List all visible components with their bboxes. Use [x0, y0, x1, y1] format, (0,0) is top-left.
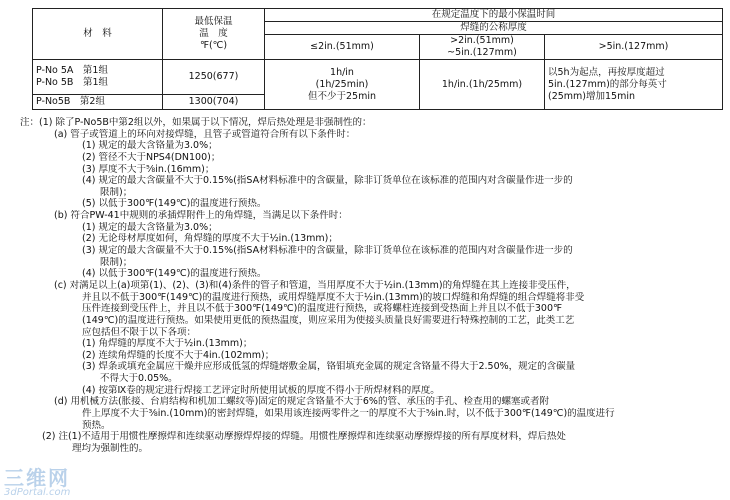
- note-line: (1) 规定的最大含铬量为3.0%；: [82, 221, 218, 233]
- row1-material: [33, 60, 163, 95]
- note-line: (4) 规定的最大含碳量不大于0.15%(指SA材料标准中的含碳量，除非订货单位在该标准的范围内对含碳量作进一步的: [82, 175, 573, 187]
- watermark-logo: [4, 468, 124, 498]
- header-min-temp-line1: 最低保温: [194, 16, 233, 27]
- note-line: (c) 对满足以上(a)项第(1)、(2)、(3)和(4)条件的管子和管道，当用厚度不大于½in.(13mm)的角焊缝在其上连接非受压件，: [54, 279, 576, 291]
- watermark-url: 3dPortal.com: [4, 487, 71, 498]
- time-col3-line1: 以5h为起点，再按厚度超过: [548, 66, 665, 78]
- note-line: (2) 连续角焊缝的长度不大于4in.(102mm)；: [82, 349, 275, 361]
- row2-temp: 1300(704): [163, 95, 265, 110]
- header-col2-line1: >2in.(51mm): [450, 35, 514, 46]
- time-col1-line1: 1h/in: [330, 66, 354, 78]
- header-material: 材 料: [33, 9, 163, 60]
- pwht-table: [32, 8, 723, 110]
- header-min-temp: [163, 9, 265, 60]
- note-line: (149℃)的温度进行预热。如果使用更低的预热温度，则应采用为使接头质量良好需要进行特殊控制的工艺，此类工艺: [82, 314, 575, 326]
- note-line: 注：(1) 除了P-No5B中第2组以外，如果属于以下情况，焊后热处理是非强制性的：: [20, 117, 372, 128]
- note-line: (3) 厚度不大于⅝in.(16mm)；: [82, 163, 215, 175]
- note-line: 件上厚度不大于⅜in.(10mm)的密封焊缝，如果用该连接两零件之一的厚度不大于⅝in.时，以不低于300℉(149℃)的温度进行: [82, 408, 615, 420]
- note-line: (2) 注(1)不适用于用惯性摩擦焊和连续驱动摩擦焊焊接的焊缝。用惯性摩擦焊和连续驱动摩擦焊接的所有厚度材料，焊后热处: [42, 431, 566, 443]
- note-line: 压件连接到受压件上，并且以不低于300℉(149℃)的温度进行预热，或将螺柱连接到受热面上并且以不低于300℉: [82, 303, 563, 315]
- note-line: (d) 用机械方法(胀接、台肩结构和机加工螺纹等)固定的规定含铬量不大于6%的管、承压的手孔、检查用的螺塞或者附: [54, 396, 549, 408]
- header-nominal-thickness: 焊缝的公称厚度: [265, 22, 723, 35]
- note-line: 应包括但不限于以下各项：: [82, 326, 197, 338]
- header-min-temp-line3: ℉(℃): [199, 40, 228, 51]
- row1-material-line2: P-No 5B 第1组: [36, 77, 108, 88]
- time-col3-line3: (25mm)增加15min: [548, 90, 636, 102]
- note-line: (1) 规定的最大含铬量为3.0%；: [82, 140, 218, 152]
- note-line: (4) 按第Ⅸ卷的规定进行焊接工艺评定时所使用试板的厚度不得小于所焊材料的厚度。: [82, 384, 440, 396]
- note-line: (2) 无论母材厚度如何，角焊缝的厚度不大于½in.(13mm)；: [82, 233, 338, 245]
- time-col1-line3: 但不少于25min: [307, 90, 376, 102]
- row1-time-col3: [545, 60, 723, 110]
- note-line: 理均为强制性的。: [72, 442, 149, 454]
- header-col2: [420, 35, 545, 60]
- watermark-text: 三维网: [4, 466, 70, 490]
- time-col3-line2: 5in.(127mm)的部分每英寸: [548, 78, 667, 90]
- header-col2-line2: ~5in.(127mm): [447, 47, 517, 58]
- note-line: (5) 以低于300℉(149℃)的温度进行预热。: [82, 198, 267, 210]
- note-line: 限制)；: [100, 186, 133, 198]
- row1-time-col2: 1h/in.(1h/25mm): [420, 60, 545, 110]
- notes-block: [20, 117, 725, 455]
- row1-temp: 1250(677): [163, 60, 265, 95]
- header-min-temp-line2: 温 度: [199, 28, 228, 39]
- note-line: (2) 管径不大于NPS4(DN100)；: [82, 151, 221, 163]
- time-col1-line2: (1h/25min): [315, 78, 369, 90]
- row1-time-col1: [265, 60, 420, 110]
- header-col1: ≤2in.(51mm): [265, 35, 420, 60]
- note-line: 限制)；: [100, 256, 133, 268]
- row1-material-line1: P-No 5A 第1组: [36, 65, 108, 76]
- note-line: (4) 以低于300℉(149℃)的温度进行预热。: [82, 268, 267, 280]
- note-line: (a) 管子或管道上的环向对接焊缝，且管子或管道符合所有以下条件时：: [54, 128, 356, 140]
- note-line: 并且以不低于300℉(149℃)的温度进行预热，或用焊缝厚度不大于½in.(13mm)的坡口焊缝和角焊缝的组合焊缝将非受: [82, 291, 585, 303]
- table-row: [33, 60, 723, 95]
- note-line: 不得大于0.05%。: [100, 373, 178, 385]
- note-line: (3) 焊条或填充金属应干燥并应形成低氢的焊缝熔敷金属，铬钼填充金属的规定含铬量不得大于2.50%，规定的含碳量: [82, 361, 576, 373]
- note-line: 预热。: [82, 419, 111, 431]
- row2-material: P-No5B 第2组: [33, 95, 163, 110]
- header-min-time: 在规定温度下的最小保温时间: [265, 9, 723, 22]
- note-line: (3) 规定的最大含碳量不大于0.15%(指SA材料标准中的含碳量，除非订货单位在该标准的范围内对含碳量作进一步的: [82, 245, 573, 257]
- note-line: (b) 符合PW-41中规则的承插焊附件上的角焊缝，当满足以下条件时：: [54, 210, 348, 222]
- header-col3: >5in.(127mm): [545, 35, 723, 60]
- note-line: (1) 角焊缝的厚度不大于½in.(13mm)；: [82, 338, 253, 350]
